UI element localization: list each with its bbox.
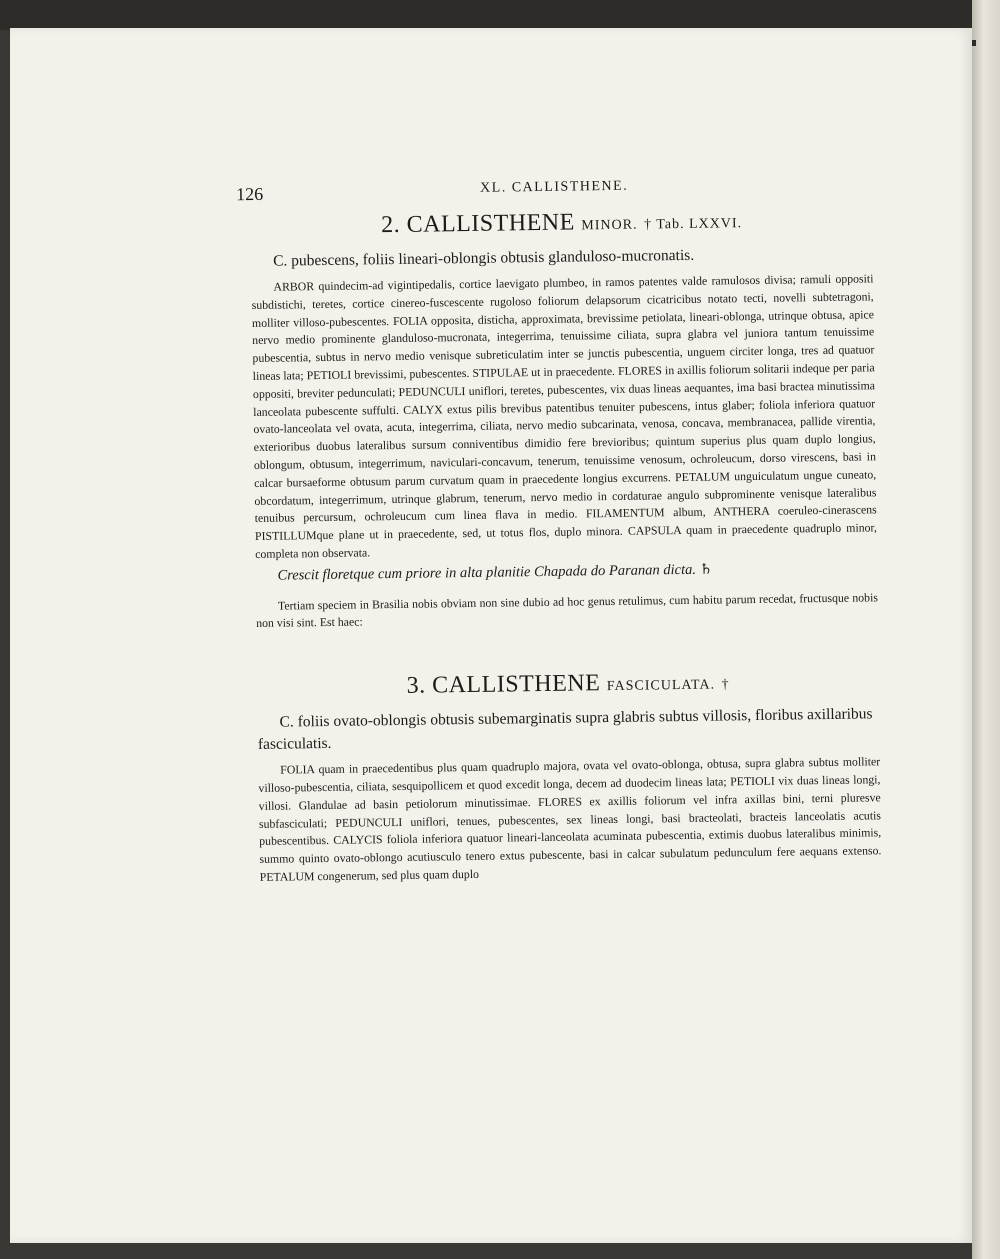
species-2-habitat: Crescit floretque cum priore in alta planitie Chapada do Paranan dicta. ♄ (277, 561, 713, 584)
page-edge-mark (972, 40, 976, 46)
species-3-epithet: FASCICULATA. (606, 677, 716, 695)
species-3-diagnosis: C. foliis ovato-oblongis obtusis subemarginatis supra glabris subtus villosis, floribus axillaribus fasciculatis. (257, 705, 873, 754)
species-2-title: 2. CALLISTHENE (380, 209, 575, 239)
page-content (236, 171, 882, 886)
species-2-description: ARBOR quindecim-ad vigintipedalis, cortice laevigato plumbeo, in ramos patentes valde ramulosos divisa; ramuli oppositi subdistichi, teretes, cortice cinereo-fuscescente rugoloso foliorum delapsorum cicatricibus notato tecti, novelli subtetragoni, molliter villoso-pubescentes. FOLIA opposita, disticha, approximata, brevissime petiolata, lineari-oblonga, utrinque obtusa, apice nervo medio prominente glanduloso-mucronata, integerrima, tenuissime ciliata, supra glabra vel juniora tantum tenuissime pubescentia, subtus in nervo medio venisque subreticulatim inter se junctis pubescentia, unguem circiter longa, tres ad quatuor lineas lata; PETIOLI brevissimi, pubescentes. STIPULAE ut in praecedente. FLORES in axillis foliorum solitarii indeque per paria oppositi, breviter pedunculati; PEDUNCULI uniflori, teretes, pubescentes, vix duas lineas aequantes, ima basi bractea minutissima lanceolata pubescente suffulti. CALYX extus pilis brevibus patentibus tenuiter pubescens, intus glaber; foliola inferiora quatuor ovato-lanceolata vel ovata, acuta, integerrima, ciliata, nervo medio subcarinata, venosa, concava, membranacea, pallide virentia, exterioribus duobus lateralibus sursum conniventibus dimidio fere brevioribus; quintum superius plus quam duplo longius, oblongum, obtusum, integerrimum, naviculari-concavum, tenerum, tenuissime venosum, ochroleucum, dorso virescens, basi in calcar bursaeforme obtusum parum curvatum quam in praecedente longius excurrens. PETALUM unguiculatum ungue cuneato, obcordatum, integerrimum, utrinque glabrum, tenerum, nervo medio in cordaturae angulo subprominente venisque lateralibus tenuibus percursum, ochroleucum cum linea flava in medio. FILAMENTUM album, ANTHERA coeruleo-cinerascens PISTILLUMque plane ut in praecedente, sed, ut totus flos, duplo minora. CAPSULA quam in praecedente quadruplo minor, completa non observata. (251, 271, 878, 561)
species-2-epithet: MINOR. (581, 217, 638, 234)
adjacent-page-edge (972, 0, 1000, 1259)
species-2-mark: † Tab. LXXVI. (643, 216, 743, 233)
species-3-description: FOLIA quam in praecedentibus plus quam quadruplo majora, ovata vel ovato-oblonga, obtusa, supra glabra subtus molliter villoso-pubescentia, ciliata, sesquipollicem et quod excedit longa, decem ad duodecim lineas lata; PETIOLI vix duas lineas longi, villosi. Glandulae ad basin petiolorum minutissimae. FLORES ex axillis foliorum vel infra axillas bini, terni pluresve subfasciculati; PEDUNCULI uniflori, tenues, pubescentes, sex lineas longi, basi bracteolati, bracteis lanceolatis acutis pubescentibus. CALYCIS foliola inferiora quatuor lineari-lanceolata acuminata pubescentia, extimis duobus lateralibus minimis, summo quinto ovato-oblongo acutiusculo tenero extus pubescente, basi in calcar subulatum pedunculum fere aequans extenso. PETALUM congenerum, sed plus quam duplo (258, 754, 882, 884)
species-3-heading (257, 666, 879, 702)
scan-background-top (0, 0, 1000, 30)
species-2-heading (250, 205, 872, 241)
running-title: XL. CALLISTHENE. (480, 178, 629, 196)
species-3-title: 3. CALLISTHENE (406, 670, 601, 700)
species-2-note: Tertiam speciem in Brasilia nobis obviam non sine dubio ad hoc genus retulimus, cum habitu parum recedat, fructusque nobis non visi sint. Est haec: (256, 589, 878, 631)
species-3-mark: † (721, 677, 730, 693)
species-2-diagnosis: C. pubescens, foliis lineari-oblongis obtusis glanduloso-mucronatis. (273, 246, 695, 270)
page-number: 126 (236, 183, 264, 205)
